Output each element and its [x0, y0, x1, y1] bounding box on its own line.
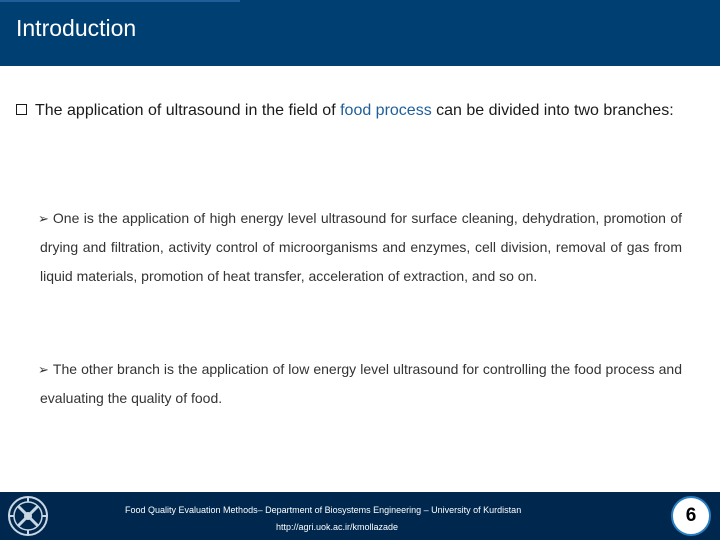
page-number-badge: 6	[671, 496, 711, 536]
main-bullet	[16, 96, 692, 126]
arrow-bullet-icon: ➢	[38, 211, 49, 226]
main-bullet-highlight: food process	[340, 102, 432, 119]
slide-footer	[0, 492, 720, 540]
sub-bullet-2	[40, 355, 682, 413]
slide-title: Introduction	[16, 15, 137, 41]
footer-url[interactable]: http://agri.uok.ac.ir/kmollazade	[276, 522, 399, 532]
sub-bullet-1-text: One is the application of high energy level ultrasound for surface cleaning, dehydration, promotion of drying and filtration, activity control of microorganisms and enzymes, cell division, removal of gas from liquid materials, promotion of heat transfer, acceleration of extraction, and so on.	[40, 210, 682, 284]
sub-bullet-2-text: The other branch is the application of low energy level ultrasound for controlling the food process and evaluating the quality of food.	[40, 361, 682, 406]
sub-bullet-1	[40, 204, 682, 291]
header-accent-line	[0, 0, 240, 2]
arrow-bullet-icon: ➢	[38, 362, 49, 377]
university-logo-icon	[6, 494, 50, 538]
square-bullet-icon	[16, 104, 27, 115]
main-bullet-text-after: can be divided into two branches:	[431, 102, 674, 119]
footer-course-info: Food Quality Evaluation Methods– Department of Biosystems Engineering – University of Kurdistan	[125, 505, 522, 515]
slide-header	[0, 0, 720, 66]
main-bullet-text-before: The application of ultrasound in the field of	[35, 102, 341, 119]
